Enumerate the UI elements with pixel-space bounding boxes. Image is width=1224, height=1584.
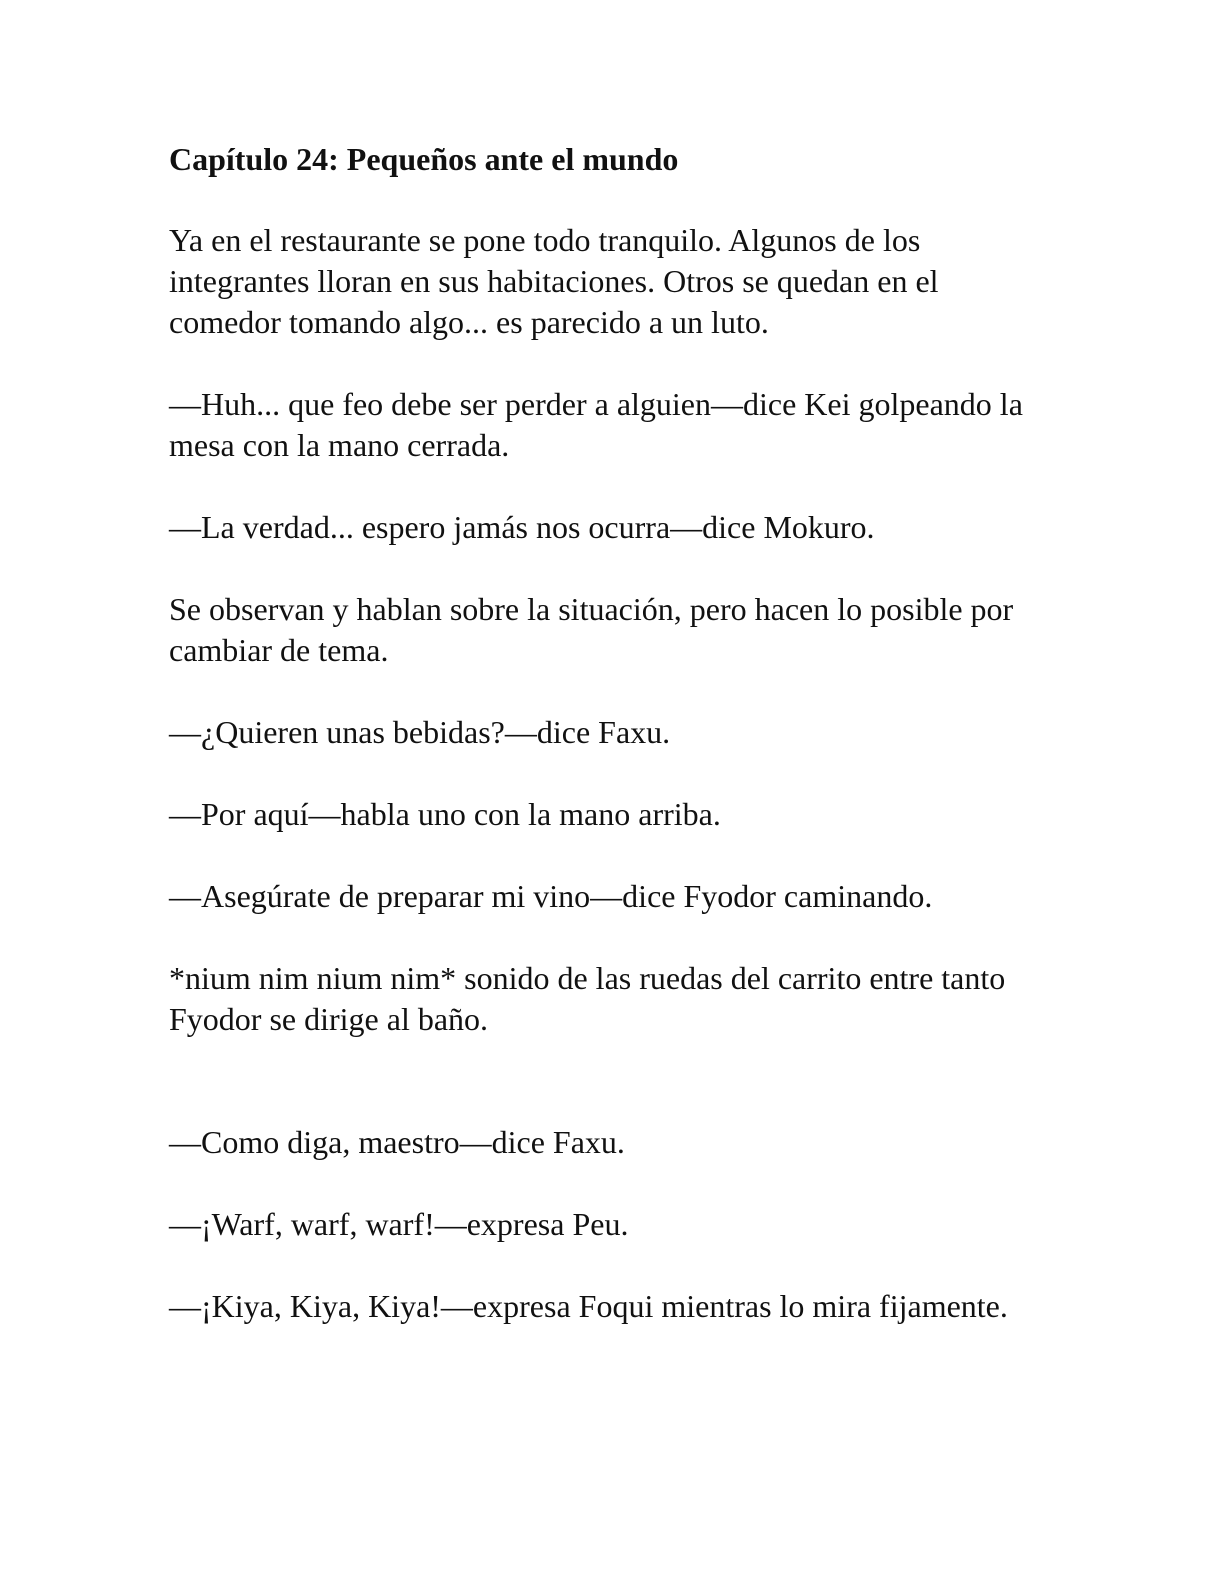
paragraph-dialogue-fyodor: —Asegúrate de preparar mi vino—dice Fyodor caminando. <box>169 878 933 914</box>
chapter-title: Capítulo 24: Pequeños ante el mundo <box>169 141 679 177</box>
paragraph-intro: Ya en el restaurante se pone todo tranquilo. Algunos de los integrantes lloran en sus habitaciones. Otros se quedan en el comedor tomando algo... es parecido a un luto. <box>169 222 939 340</box>
paragraph-dialogue-por-aqui: —Por aquí—habla uno con la mano arriba. <box>169 796 721 832</box>
paragraph-dialogue-mokuro: —La verdad... espero jamás nos ocurra—dice Mokuro. <box>169 509 875 545</box>
paragraph-dialogue-faxu-drinks: —¿Quieren unas bebidas?—dice Faxu. <box>169 714 671 750</box>
paragraph-dialogue-peu: —¡Warf, warf, warf!—expresa Peu. <box>169 1206 629 1242</box>
paragraph-dialogue-faxu-maestro: —Como diga, maestro—dice Faxu. <box>169 1124 625 1160</box>
paragraph-dialogue-kei: —Huh... que feo debe ser perder a alguien—dice Kei golpeando la mesa con la mano cerrada. <box>169 386 1023 463</box>
paragraph-sound-cart: *nium nim nium nim* sonido de las ruedas del carrito entre tanto Fyodor se dirige al baño. <box>169 960 1006 1037</box>
paragraph-dialogue-foqui: —¡Kiya, Kiya, Kiya!—expresa Foqui mientras lo mira fijamente. <box>169 1288 1008 1324</box>
paragraph-narration-situation: Se observan y hablan sobre la situación, pero hacen lo posible por cambiar de tema. <box>169 591 1014 668</box>
document-body <box>169 138 1049 1327</box>
